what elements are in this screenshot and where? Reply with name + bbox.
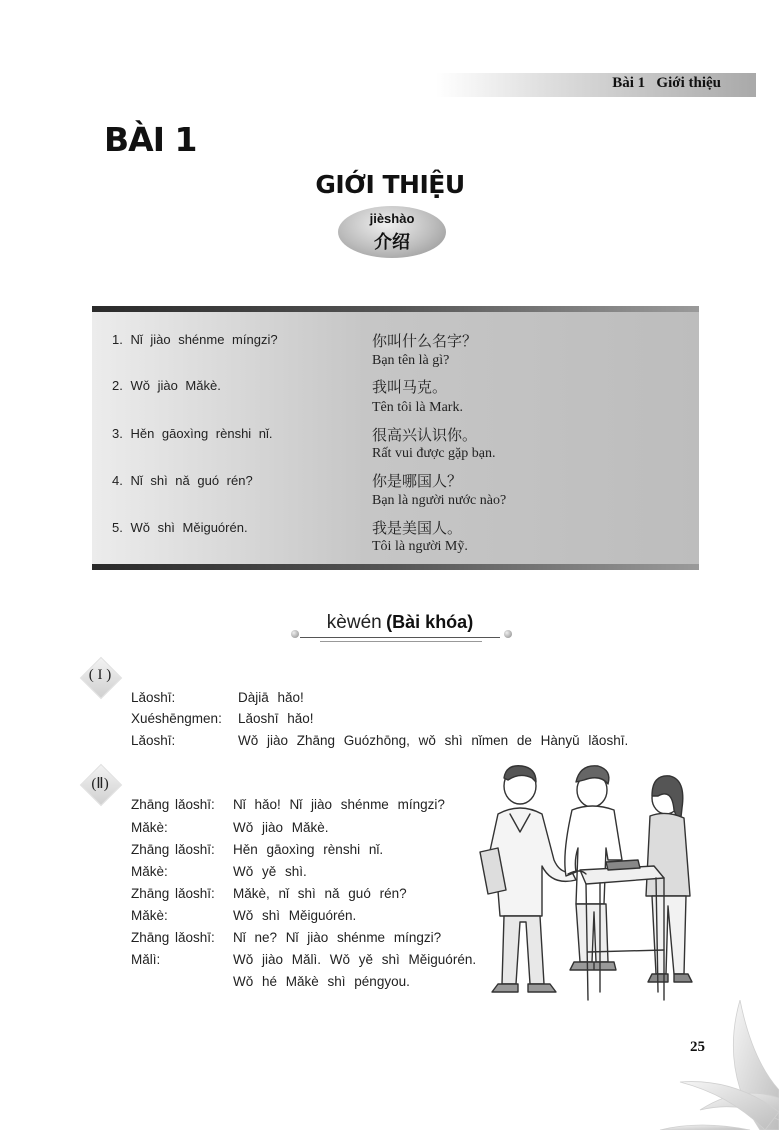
topic-hanzi: 介绍 [374,232,410,253]
phrase-1-pinyin: 1. Nǐ jiào shénme míngzi? [112,332,278,347]
phrase-2-viet: Tên tôi là Mark. [372,400,463,415]
d2-line-1: Nǐ hǎo! Nǐ jiào shénme míngzi? [233,797,445,812]
d1-line-3: Wǒ jiào Zhāng Guózhōng, wǒ shì nǐmen de Hànyǔ lǎoshī. [238,733,629,748]
section-underline-thin [320,641,482,642]
section-underline [300,637,500,638]
phrase-2-hanzi: 我叫马克。 [372,378,448,396]
phrase-5-viet: Tôi là người Mỹ. [372,539,468,554]
d2-speaker-7: Zhāng lǎoshī: [131,930,215,945]
d1-speaker-1: Lǎoshī: [131,690,176,705]
phrase-4-hanzi: 你是哪国人？ [372,472,463,490]
introduction-illustration [476,756,700,1006]
dialogue-2-badge [80,764,120,804]
phrase-1-hanzi: 你叫什么名字？ [372,332,478,350]
d2-speaker-1: Zhāng lǎoshī: [131,797,215,812]
d2-speaker-6: Mǎkè: [131,908,168,923]
d2-line-5: Mǎkè, nǐ shì nǎ guó rén? [233,886,407,901]
running-header: Bài 1 Giới thiệu [612,75,721,91]
d2-speaker-8: Mǎlì: [131,952,161,967]
topic-pinyin: jièshào [369,211,415,226]
box-top-rule [92,306,699,312]
dialogue-1-label: ( I ) [88,667,112,683]
d2-speaker-5: Zhāng lǎoshī: [131,886,215,901]
d1-line-1: Dàjiā hǎo! [238,690,304,705]
lily-decoration [640,1000,779,1130]
box-bottom-rule [92,564,699,570]
phrase-3-pinyin: 3. Hěn gāoxìng rènshi nǐ. [112,426,273,441]
d1-speaker-2: Xuéshēngmen: [131,711,222,726]
section-viet: (Bài khóa) [386,612,474,632]
d2-line-7: Nǐ ne? Nǐ jiào shénme míngzi? [233,930,442,945]
phrase-3-viet: Rất vui được gặp bạn. [372,446,496,461]
phrase-1-viet: Bạn tên là gì? [372,353,450,368]
phrase-4-pinyin: 4. Nǐ shì nǎ guó rén? [112,473,253,488]
phrase-5-pinyin: 5. Wǒ shì Měiguórén. [112,520,248,535]
d2-speaker-2: Mǎkè: [131,820,168,835]
dialogue-1-badge [80,657,120,697]
d2-line-6: Wǒ shì Měiguórén. [233,908,357,923]
phrase-4-viet: Bạn là người nước nào? [372,493,507,508]
d2-line-9: Wǒ hé Mǎkè shì péngyou. [233,974,410,989]
page-number: 25 [690,1039,705,1055]
d1-speaker-3: Lǎoshī: [131,733,176,748]
d2-line-3: Hěn gāoxìng rènshi nǐ. [233,842,384,857]
dialogue-2-label: (Ⅱ) [91,776,109,792]
d2-line-2: Wǒ jiào Mǎkè. [233,820,329,835]
topic-title: GIỚI THIỆU [315,170,465,199]
d2-speaker-4: Mǎkè: [131,864,168,879]
d2-line-8: Wǒ jiào Mǎlì. Wǒ yě shì Měiguórén. [233,952,477,967]
phrase-2-pinyin: 2. Wǒ jiào Mǎkè. [112,378,221,393]
phrase-5-hanzi: 我是美国人。 [372,519,463,537]
section-dot-left [291,630,299,638]
text-section-title [285,612,515,634]
lesson-title: BÀI 1 [104,120,197,159]
d2-speaker-3: Zhāng lǎoshī: [131,842,215,857]
key-phrases-box [92,306,699,570]
d1-line-2: Lǎoshī hǎo! [238,711,314,726]
d2-line-4: Wǒ yě shì. [233,864,307,879]
phrase-3-hanzi: 很高兴认识你。 [372,426,478,444]
section-pinyin: kèwén [326,612,382,633]
section-dot-right [504,630,512,638]
